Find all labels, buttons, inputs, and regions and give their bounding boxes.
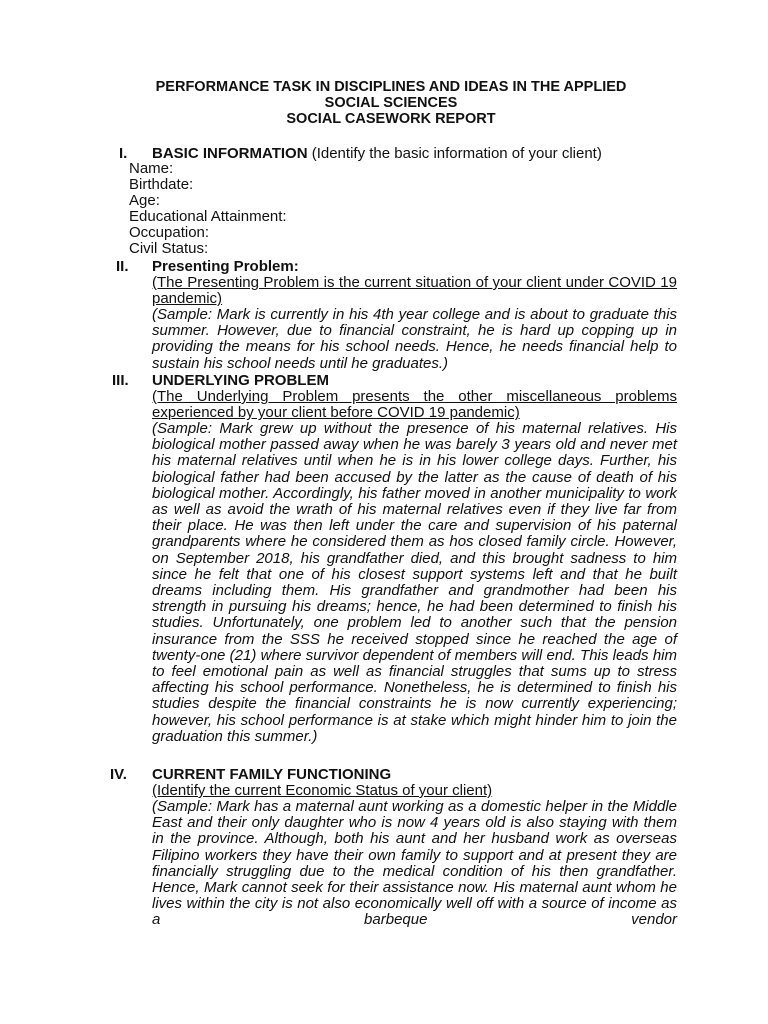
section3-number: III.: [112, 372, 129, 389]
field-name: Name:: [129, 160, 174, 177]
section4-number: IV.: [110, 766, 127, 783]
document-title-line2: SOCIAL SCIENCES: [324, 95, 458, 111]
section2-number: II.: [116, 258, 129, 275]
section2-instruction: (The Presenting Problem is the current situation of your client under COVID 19 pandemic): [152, 274, 677, 308]
section4-heading: CURRENT FAMILY FUNCTIONING: [152, 766, 392, 783]
section3-heading: UNDERLYING PROBLEM: [152, 372, 329, 389]
section4-heading-line: [152, 766, 391, 783]
field-civil-status: Civil Status:: [129, 240, 209, 257]
document-title-line1: PERFORMANCE TASK IN DISCIPLINES AND IDEAS IN THE APPLIED: [155, 79, 627, 95]
field-age: Age:: [129, 192, 160, 209]
section1-note: (Identify the basic information of your client): [307, 145, 602, 162]
section2-heading: Presenting Problem:: [152, 258, 299, 275]
document-title-line3: SOCIAL CASEWORK REPORT: [286, 111, 496, 127]
section2-heading-line: [152, 258, 299, 275]
section3-heading-line: [152, 372, 329, 389]
section3-instruction: (The Underlying Problem presents the other miscellaneous problems experienced by your client before COVID 19 pandemic): [152, 388, 677, 422]
field-birthdate: Birthdate:: [129, 176, 194, 193]
section3-sample: (Sample: Mark grew up without the presence of his maternal relatives. His biological mother passed away when he was barely 3 years old and never met his maternal relatives until when he is in his lower college days. Further, his biological father had been accused by the latter as the cause of death of his biological mother. Accordingly, his father moved in another municipality to work as well as avoid the wrath of his maternal relatives even if they live far from their place. He was then left under the care and supervision of his paternal grandparents where he considered them as hos closed family circle. However, on September 2018, his grandfather died, and this brought sadness to him since he felt that one of his closest support systems left and that he built dreams including them. His grandfather and grandmother had been his strength in pursuing his dreams; hence, he had been determined to finish his studies. Unfortunately, one problem led to another such that the pension insurance from the SSS he received stopped since he reached the age of twenty-one (21) where survivor dependent of members will end. This leads him to feel emotional pain as well as financial struggles that sums up to stress affecting his school performance. Nonetheless, he is determined to finish his studies despite the financial constraints he is now currently experiencing; however, his school performance is at stake which might hinder him to join the graduation this summer.): [152, 420, 677, 745]
section4-instruction: (Identify the current Economic Status of your client): [152, 782, 493, 799]
section1-heading: BASIC INFORMATION: [152, 145, 308, 162]
section1-number: I.: [119, 145, 128, 162]
field-educational-attainment: Educational Attainment:: [129, 208, 287, 225]
field-occupation: Occupation:: [129, 224, 210, 241]
section1-heading-line: [152, 145, 602, 162]
section4-sample: (Sample: Mark has a maternal aunt working as a domestic helper in the Middle East and their only daughter who is now 4 years old is also staying with them in the province. Although, both his aunt and her husband work as overseas Filipino workers they have their own family to support and at present they are financially struggling due to the medical condition of his then grandfather. Hence, Mark cannot seek for their assistance now. His maternal aunt whom he lives within the city is not also economically well off with a source of income as a barbeque vendor: [152, 798, 677, 929]
section2-sample: (Sample: Mark is currently in his 4th year college and is about to graduate this summer. However, due to financial constraint, he is hard up copping up in providing the means for his school needs. Hence, he needs financial help to sustain his school needs until he graduates.): [152, 306, 677, 372]
